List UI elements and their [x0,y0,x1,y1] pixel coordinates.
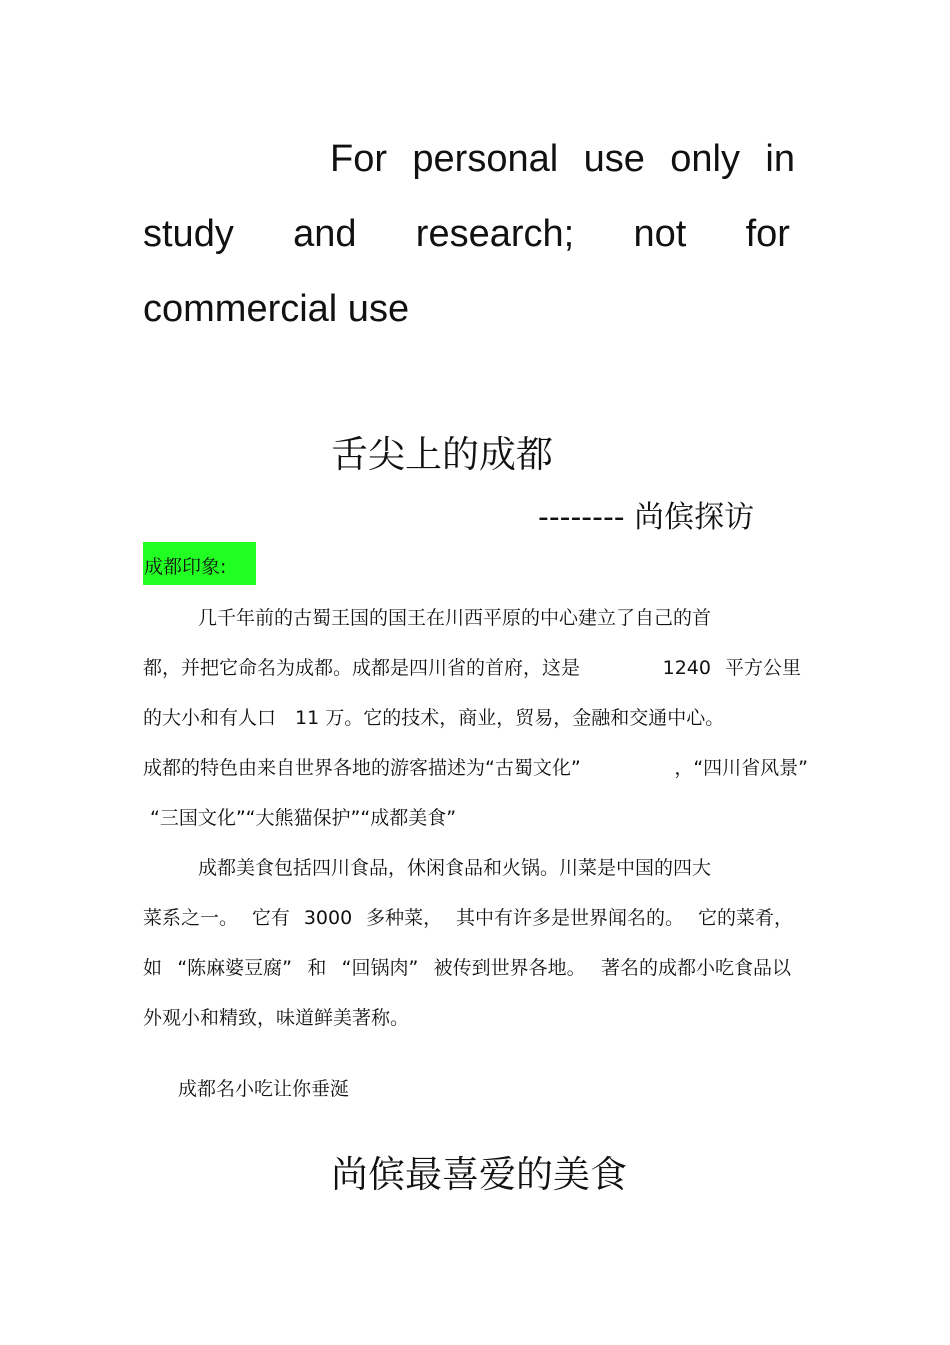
notice-word: use [583,138,645,180]
paragraph-2-line-3 [143,955,791,981]
paragraph-1-line-3: 的大小和有人口 11 万。它的技术，商业，贸易，金融和交通中心。 [143,707,725,729]
notice-word: and [293,213,357,255]
notice-word: not [633,213,687,255]
text-segment: 被传到世界各地。 [433,957,586,979]
text-segment: 1240 [662,657,711,679]
text-segment: 多种菜， [366,907,443,929]
paragraph-1-line-4 [143,755,808,781]
text-segment: ，“四川省风景” [674,757,808,779]
text-segment: 都，并把它命名为成都。成都是四川省的首府，这是 [143,657,581,679]
closing-heading: 尚傧最喜爱的美食 [331,1153,627,1196]
text-group [663,655,801,681]
article-byline: -------- 尚傧探访 [538,500,755,535]
text-segment: 它的菜肴， [697,907,793,929]
usage-notice-line-3: commercial use [143,288,410,330]
paragraph-2-line-4: 外观小和精致，味道鲜美著称。 [143,1007,410,1029]
notice-word: study [143,213,234,255]
section-subtitle: 成都名小吃让你垂涎 [178,1078,350,1100]
paragraph-2-line-2 [143,905,793,931]
usage-notice-line-2 [143,211,790,257]
text-segment: 其中有许多是世界闻名的。 [456,907,685,929]
text-segment: 平方公里 [724,657,801,679]
notice-word: research; [415,213,575,255]
text-segment: 著名的成都小吃食品以 [600,957,791,979]
notice-word: only [670,138,740,180]
paragraph-2-line-1: 成都美食包括四川食品，休闲食品和火锅。川菜是中国的四大 [198,857,712,879]
notice-word: in [765,138,795,180]
text-segment: “陈麻婆豆腐” [177,957,293,979]
text-segment: 如 [143,957,163,979]
section-label-highlight: 成都印象: [143,542,256,585]
article-title: 舌尖上的成都 [331,433,553,476]
text-segment: 菜系之一。 [143,907,239,929]
paragraph-1-line-2 [143,655,801,681]
text-segment: 3000 [303,907,353,929]
paragraph-1-line-1: 几千年前的古蜀王国的国王在川西平原的中心建立了自己的首 [198,607,712,629]
notice-word: For [330,138,387,180]
text-segment: 和 [307,957,327,979]
text-segment: 它有 [251,907,290,929]
text-segment: “回锅肉” [341,957,419,979]
usage-notice-line-1 [330,136,795,182]
paragraph-1-line-5: “三国文化”“大熊猫保护”“成都美食” [150,807,457,829]
text-segment: 成都的特色由来自世界各地的游客描述为“古蜀文化” [143,757,581,779]
notice-word: personal [412,138,559,180]
notice-word: for [745,213,790,255]
